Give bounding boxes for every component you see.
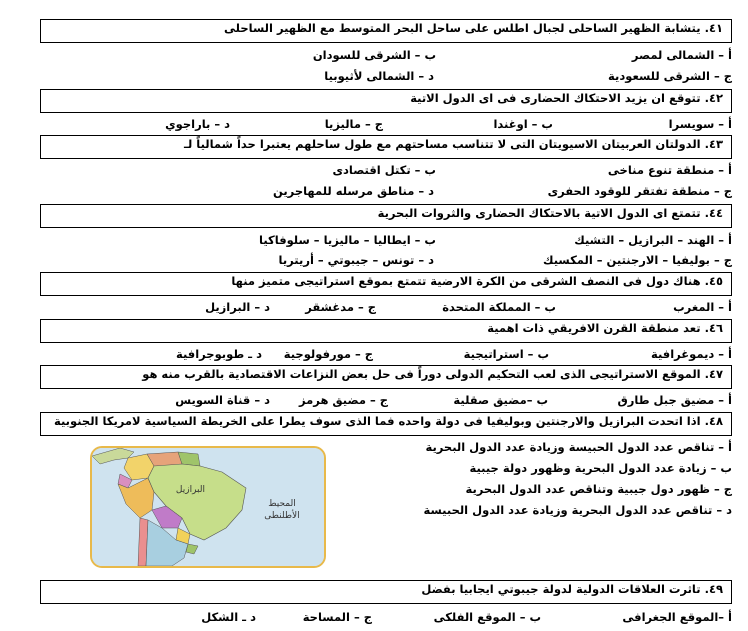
option-c[interactable]: ج – ماليزيا xyxy=(324,117,383,131)
option-d[interactable]: د – باراجوي xyxy=(165,117,230,131)
option-c[interactable]: ج – مضيق هرمز xyxy=(299,393,388,407)
option-d[interactable]: د – قناة السويس xyxy=(175,393,270,407)
option-b[interactable]: ب – المملكة المتحدة xyxy=(442,300,556,314)
option-b[interactable]: ب – ايطاليا – ماليزيا – سلوفاكيا xyxy=(259,233,436,247)
option-a[interactable]: أ – الشمالى لمصر xyxy=(631,48,732,62)
ocean-label-1: المحيط xyxy=(268,499,296,509)
brazil-label: البرازيل xyxy=(175,485,205,495)
option-b[interactable]: ب –مضيق صقلية xyxy=(453,393,548,407)
option-d[interactable]: د – تونس – جيبوتي – أريتريا xyxy=(278,253,434,267)
question-46 xyxy=(40,319,732,343)
question-stem: ٤١. يتشابة الظهير الساحلى لجبال اطلس على ساحل البحر المتوسط مع الظهير الساحلى xyxy=(224,21,723,35)
option-a[interactable]: أ – الهند – البرازيل – التشيك xyxy=(574,233,732,247)
question-stem: ٤٩. تاثرت العلاقات الدولية لدولة جيبوتي ايجابيا بفضل xyxy=(421,582,723,596)
option-b[interactable]: ب – الموقع الفلكى xyxy=(433,610,541,624)
option-c[interactable]: ج – الشرقى للسعودية xyxy=(608,69,732,83)
option-d[interactable]: د – الشمالى لأثيوبيا xyxy=(324,69,434,83)
option-a[interactable]: أ – سويسرا xyxy=(668,117,732,131)
option-c[interactable]: ج – مدغشقر xyxy=(305,300,376,314)
option-b[interactable]: ب – زيادة عدد الدول البحرية وظهور دولة جيبية xyxy=(469,461,732,475)
ocean-label-2: الأطلنطى xyxy=(264,511,300,521)
option-d[interactable]: د ـ طوبوجرافية xyxy=(176,347,262,361)
question-stem: ٤٧. الموقع الاستراتيجى الذى لعب التحكيم الدولى دوراً فى حل بعض النزاعات الاقتصادية بالقرب منه هو xyxy=(142,367,723,381)
question-48 xyxy=(40,412,732,436)
question-43 xyxy=(40,135,732,159)
question-41 xyxy=(40,19,732,43)
option-b[interactable]: ب – اوغندا xyxy=(493,117,553,131)
option-d[interactable]: د – تناقص عدد الدول البحرية وزيادة عدد الدول الحبيسة xyxy=(423,503,732,517)
option-d[interactable]: د ـ الشكل xyxy=(201,610,256,624)
option-a[interactable]: أ – تناقص عدد الدول الحبيسة وزيادة عدد الدول البحرية xyxy=(425,440,732,454)
option-c[interactable]: ج – مورفولوجية xyxy=(283,347,373,361)
question-stem: ٤٢. تتوقع ان يزيد الاحتكاك الحضارى فى اى الدول الاتية xyxy=(410,91,723,105)
option-b[interactable]: ب – تكتل اقتصادى xyxy=(332,163,436,177)
question-stem: ٤٦. تعد منطقة القرن الافريقي ذات اهمية xyxy=(487,321,723,335)
option-a[interactable]: أ – منطقة تنوع مناخى xyxy=(607,163,732,177)
question-49 xyxy=(40,580,732,604)
question-44 xyxy=(40,204,732,228)
option-d[interactable]: د – البرازيل xyxy=(205,300,270,314)
option-a[interactable]: أ – مضيق جبل طارق xyxy=(617,393,732,407)
option-a[interactable]: أ –الموقع الجغرافى xyxy=(622,610,732,624)
question-stem: ٤٤. تتمتع اى الدول الاتية بالاحتكاك الحضارى والثروات البحرية xyxy=(377,206,723,220)
south-america-map xyxy=(90,446,326,568)
option-c[interactable]: ج – بوليفيا – الارجنتين – المكسيك xyxy=(543,253,732,267)
question-stem: ٤٣. الدولتان العربيتان الاسيويتان التى لا تتناسب مساحتهم مع طول ساحلهم يعتبرا حداً شمالياً لـ xyxy=(184,137,723,151)
question-stem: ٤٥. هناك دول فى النصف الشرقى من الكرة الارضية تتمتع بموقع استراتيجى متميز منها xyxy=(231,274,723,288)
option-c[interactable]: ج – المساحة xyxy=(302,610,372,624)
option-b[interactable]: ب – الشرقى للسودان xyxy=(312,48,436,62)
option-a[interactable]: أ – المغرب xyxy=(673,300,732,314)
question-stem: ٤٨. اذا اتحدت البرازيل والارجنتين وبوليفيا فى دولة واحده فما الذى سوف يطرا على الخريطة السياسية لامريكا الجنوبية xyxy=(54,414,723,428)
question-45 xyxy=(40,272,732,296)
option-a[interactable]: أ – ديموغرافية xyxy=(651,347,732,361)
option-d[interactable]: د – مناطق مرسله للمهاجرين xyxy=(273,184,434,198)
option-c[interactable]: ج – ظهور دول جيبية وتناقص عدد الدول البحرية xyxy=(465,482,732,496)
option-c[interactable]: ج – منطقة تفتقر للوقود الحفرى xyxy=(547,184,732,198)
question-47 xyxy=(40,365,732,389)
question-42 xyxy=(40,89,732,113)
option-b[interactable]: ب – استراتيجية xyxy=(463,347,549,361)
map-graphic xyxy=(92,448,324,566)
